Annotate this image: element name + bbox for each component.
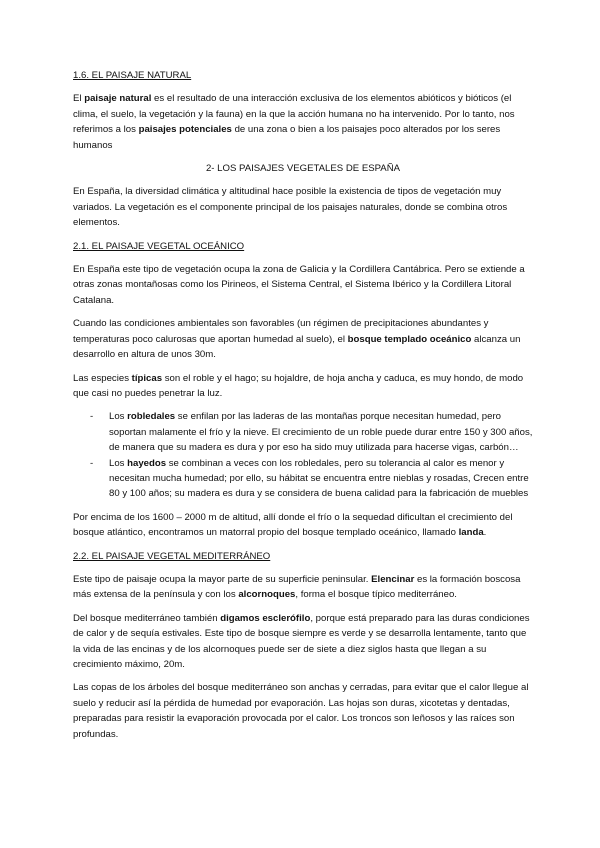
text-run: son el roble y el hago; su hojaldre, de hoja ancha y caduca, es muy hondo, de modo que casi no puedes penetrar la luz.: [73, 372, 524, 399]
dash-bullet: -: [90, 457, 94, 469]
text-run: Los: [109, 457, 128, 469]
paragraph-condiciones: [73, 316, 533, 362]
list-item: [73, 409, 533, 455]
bold-term: paisajes potenciales: [138, 124, 232, 136]
bold-term: digamos esclerófilo: [220, 612, 311, 624]
text-run: es el resultado de una interacción exclusiva de los elementos abióticos y bióticos (el clima, el suelo, la vegetación y la fauna) en la que la acción humana no ha intervenido. Por lo tanto, nos referimos a los: [73, 93, 515, 136]
text-run: Por encima de los 1600 – 2000 m de altitud, allí donde el frío o la sequedad dificultan el crecimiento del bosque atlántico, encontramos un matorral propio del bosque templado oceánico, llamado: [73, 511, 513, 539]
text-run: Este tipo de paisaje ocupa la mayor parte de su superficie peninsular.: [73, 573, 372, 585]
text-run: se combinan a veces con los robledales, pero su tolerancia al calor es menor y necesitan mucha humedad; por ello, su hábitat se encuentra entre nieblas y rosadas, Crecen entre 80 y 100 años; su madera es dura y se considera de buena calidad para la fabricación de muebles: [109, 457, 529, 500]
bullet-list: [73, 409, 533, 501]
text-run: es la formación boscosa más extensa de la península y con los: [73, 573, 521, 601]
section-heading-1-6: 1.6. EL PAISAJE NATURAL: [73, 70, 192, 81]
paragraph-diversidad: En España, la diversidad climática y altitudinal hace posible la existencia de tipos de vegetación muy variados. La vegetación es el componente principal de los paisajes naturales, donde se combina otros elementos.: [73, 186, 508, 229]
section-title-2: 2- LOS PAISAJES VEGETALES DE ESPAÑA: [205, 163, 401, 175]
paragraph-esclerofilo: [73, 611, 533, 673]
bold-term: alcornoques: [238, 589, 296, 601]
bold-term: hayedos: [127, 457, 167, 469]
bold-term: paisaje natural: [84, 93, 152, 105]
text-run: El: [73, 93, 85, 105]
text-run: , porque está preparado para las duras condiciones de calor y de sequía estivales. Este tipo de bosque siempre es verde y se desarrolla lentamente, tanto que la vida de las encinas y de los alcornoques puede ser de siete a diez siglos hasta que llegan a su crecimiento máximo, 20m.: [73, 612, 530, 670]
paragraph-landa: [73, 510, 533, 541]
paragraph-galicia: En España este tipo de vegetación ocupa la zona de Galicia y la Cordillera Cantábrica. Pero se extiende a otras zonas montañosas como los Pirineos, el Sistema Central, el Sistema Ibérico y la Cordillera Litoral Catalana.: [73, 264, 525, 306]
text-run: , forma el bosque típico mediterráneo.: [295, 589, 457, 601]
text-run: Los: [109, 411, 128, 423]
bold-term: bosque templado oceánico: [347, 333, 472, 345]
text-run: .: [483, 527, 487, 539]
bold-term: típicas: [131, 372, 163, 384]
paragraph-especies: [73, 371, 533, 402]
bold-term: Elencinar: [371, 573, 415, 585]
text-run: alcanza un desarrollo en altura de unos 30m.: [73, 333, 521, 361]
text-run: de una zona o bien a los paisajes poco alterados por los seres humanos: [73, 124, 501, 151]
list-item: [73, 456, 533, 502]
dash-bullet: -: [90, 411, 94, 423]
text-run: Las especies: [73, 372, 132, 384]
section-heading-2-2: 2.2. EL PAISAJE VEGETAL MEDITERRÁNEO: [73, 550, 271, 562]
document-page: [73, 68, 533, 750]
section-heading-2-1: 2.1. EL PAISAJE VEGETAL OCEÁNICO: [73, 240, 245, 252]
paragraph-paisaje-natural: [73, 91, 533, 153]
bold-term: robledales: [127, 411, 176, 423]
text-run: se enfilan por las laderas de las montañas porque necesitan humedad, pero soportan malamente el frío y la nieve. El crecimiento de un roble puede durar entre 150 y 300 años, de manera que su madera es dura y por eso ha sido muy utilizada para hacerse vigas, carbón…: [109, 411, 533, 454]
bold-term: landa: [458, 527, 484, 539]
text-run: Cuando las condiciones ambientales son favorables (un régimen de precipitaciones abundantes y temperaturas poco calurosas que aportan humedad al suelo), el: [73, 318, 489, 345]
text-run: Del bosque mediterráneo también: [73, 612, 221, 624]
paragraph-encinar: [73, 572, 533, 603]
paragraph-copas: Las copas de los árboles del bosque mediterráneo son anchas y cerradas, para evitar que el calor llegue al suelo y reducir así la pérdida de humedad por evaporación. Las hojas son duras, xicotetas y dentadas, preparadas para resistir la evaporación provocada por el calor. Los troncos son leñosos y las raíces son profundas.: [73, 682, 529, 740]
